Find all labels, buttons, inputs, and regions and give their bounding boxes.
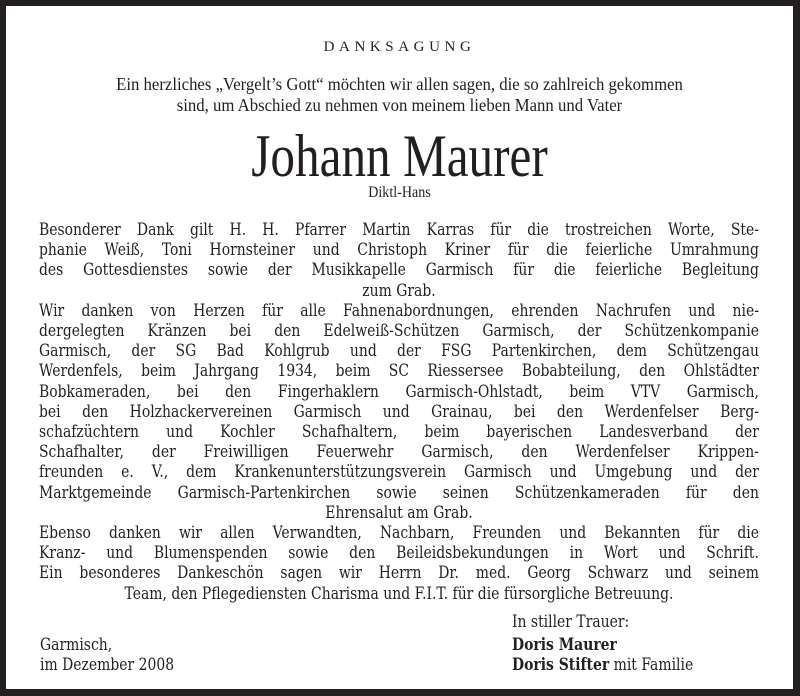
mourner-suffix: mit Familie bbox=[609, 655, 694, 675]
date: im Dezember 2008 bbox=[40, 655, 175, 675]
body-line: Marktgemeinde Garmisch-Partenkirchen sowie seinen Schützenkameraden für den bbox=[39, 482, 759, 503]
intro-line: Ein herzliches „Vergelt’s Gott“ möchten wir allen sagen, die so zahlreich gekommen bbox=[116, 74, 683, 94]
body-line: zum Grab. bbox=[362, 280, 436, 301]
body-line: Ebenso danken wir allen Verwandten, Nachbarn, Freunden und Bekannten für die bbox=[39, 523, 759, 544]
thanks-body bbox=[39, 220, 759, 604]
mourner-name: Doris Maurer bbox=[512, 635, 617, 655]
mourner bbox=[512, 655, 693, 675]
body-line: dergelegten Kränzen bei den Edelweiß-Schützen Garmisch, der Schützenkompanie bbox=[39, 321, 759, 342]
mourner-name: Doris Stifter bbox=[512, 655, 610, 675]
body-line: Wir danken von Herzen für alle Fahnenabordnungen, ehrenden Nachrufen und nie- bbox=[39, 300, 759, 321]
mourner bbox=[512, 635, 693, 655]
place: Garmisch, bbox=[40, 635, 113, 655]
body-line: Ein besonderes Dankeschön sagen wir Herrn Dr. med. Georg Schwarz und seinem bbox=[39, 563, 759, 584]
body-line: schafzüchtern und Kochler Schafhaltern, beim bayerischen Landesverband der bbox=[39, 422, 759, 443]
intro-text bbox=[58, 74, 742, 116]
body-line: Garmisch, der SG Bad Kohlgrub und der FSG Partenkirchen, dem Schützengau bbox=[39, 341, 759, 362]
body-line: Werdenfels, beim Jahrgang 1934, beim SC Riessersee Bobabteilung, den Ohlstädter bbox=[39, 361, 759, 382]
obituary-notice bbox=[6, 6, 793, 689]
mourning-lead: In stiller Trauer: bbox=[512, 612, 630, 632]
body-line: Kranz- und Blumenspenden sowie den Beileidsbekundungen in Wort und Schrift. bbox=[39, 543, 759, 564]
mourners-block bbox=[512, 612, 693, 675]
body-line: phanie Weiß, Toni Hornsteiner und Christoph Kriner für die feierliche Umrahmung bbox=[39, 240, 759, 261]
body-line: bei den Holzhackervereinen Garmisch und Grainau, bei den Werdenfelser Berg- bbox=[39, 401, 759, 422]
notice-heading: DANKSAGUNG bbox=[323, 39, 476, 55]
deceased-nickname: Diktl-Hans bbox=[368, 184, 431, 201]
body-line: Bobkameraden, bei den Fingerhaklern Garmisch-Ohlstadt, beim VTV Garmisch, bbox=[39, 381, 759, 402]
body-line: des Gottesdienstes sowie der Musikkapelle Garmisch für die feierliche Begleitung bbox=[39, 260, 759, 281]
place-date bbox=[40, 635, 174, 675]
body-line: Ehrensalut am Grab. bbox=[325, 502, 473, 523]
body-line: Besonderer Dank gilt H. H. Pfarrer Martin Karras für die trostreichen Worte, Ste- bbox=[39, 220, 759, 240]
deceased-name: Johann Maurer bbox=[251, 123, 548, 189]
intro-line: sind, um Abschied zu nehmen von meinem lieben Mann und Vater bbox=[176, 95, 623, 115]
body-line: Schafhalter, der Freiwilligen Feuerwehr Garmisch, den Werdenfelser Krippen- bbox=[39, 442, 759, 463]
body-line: freunden e. V., dem Krankenunterstützungsverein Garmisch und Umgebung und der bbox=[39, 462, 759, 483]
body-line: Team, den Pflegediensten Charisma und F.I.T. für die fürsorgliche Betreuung. bbox=[124, 583, 674, 604]
